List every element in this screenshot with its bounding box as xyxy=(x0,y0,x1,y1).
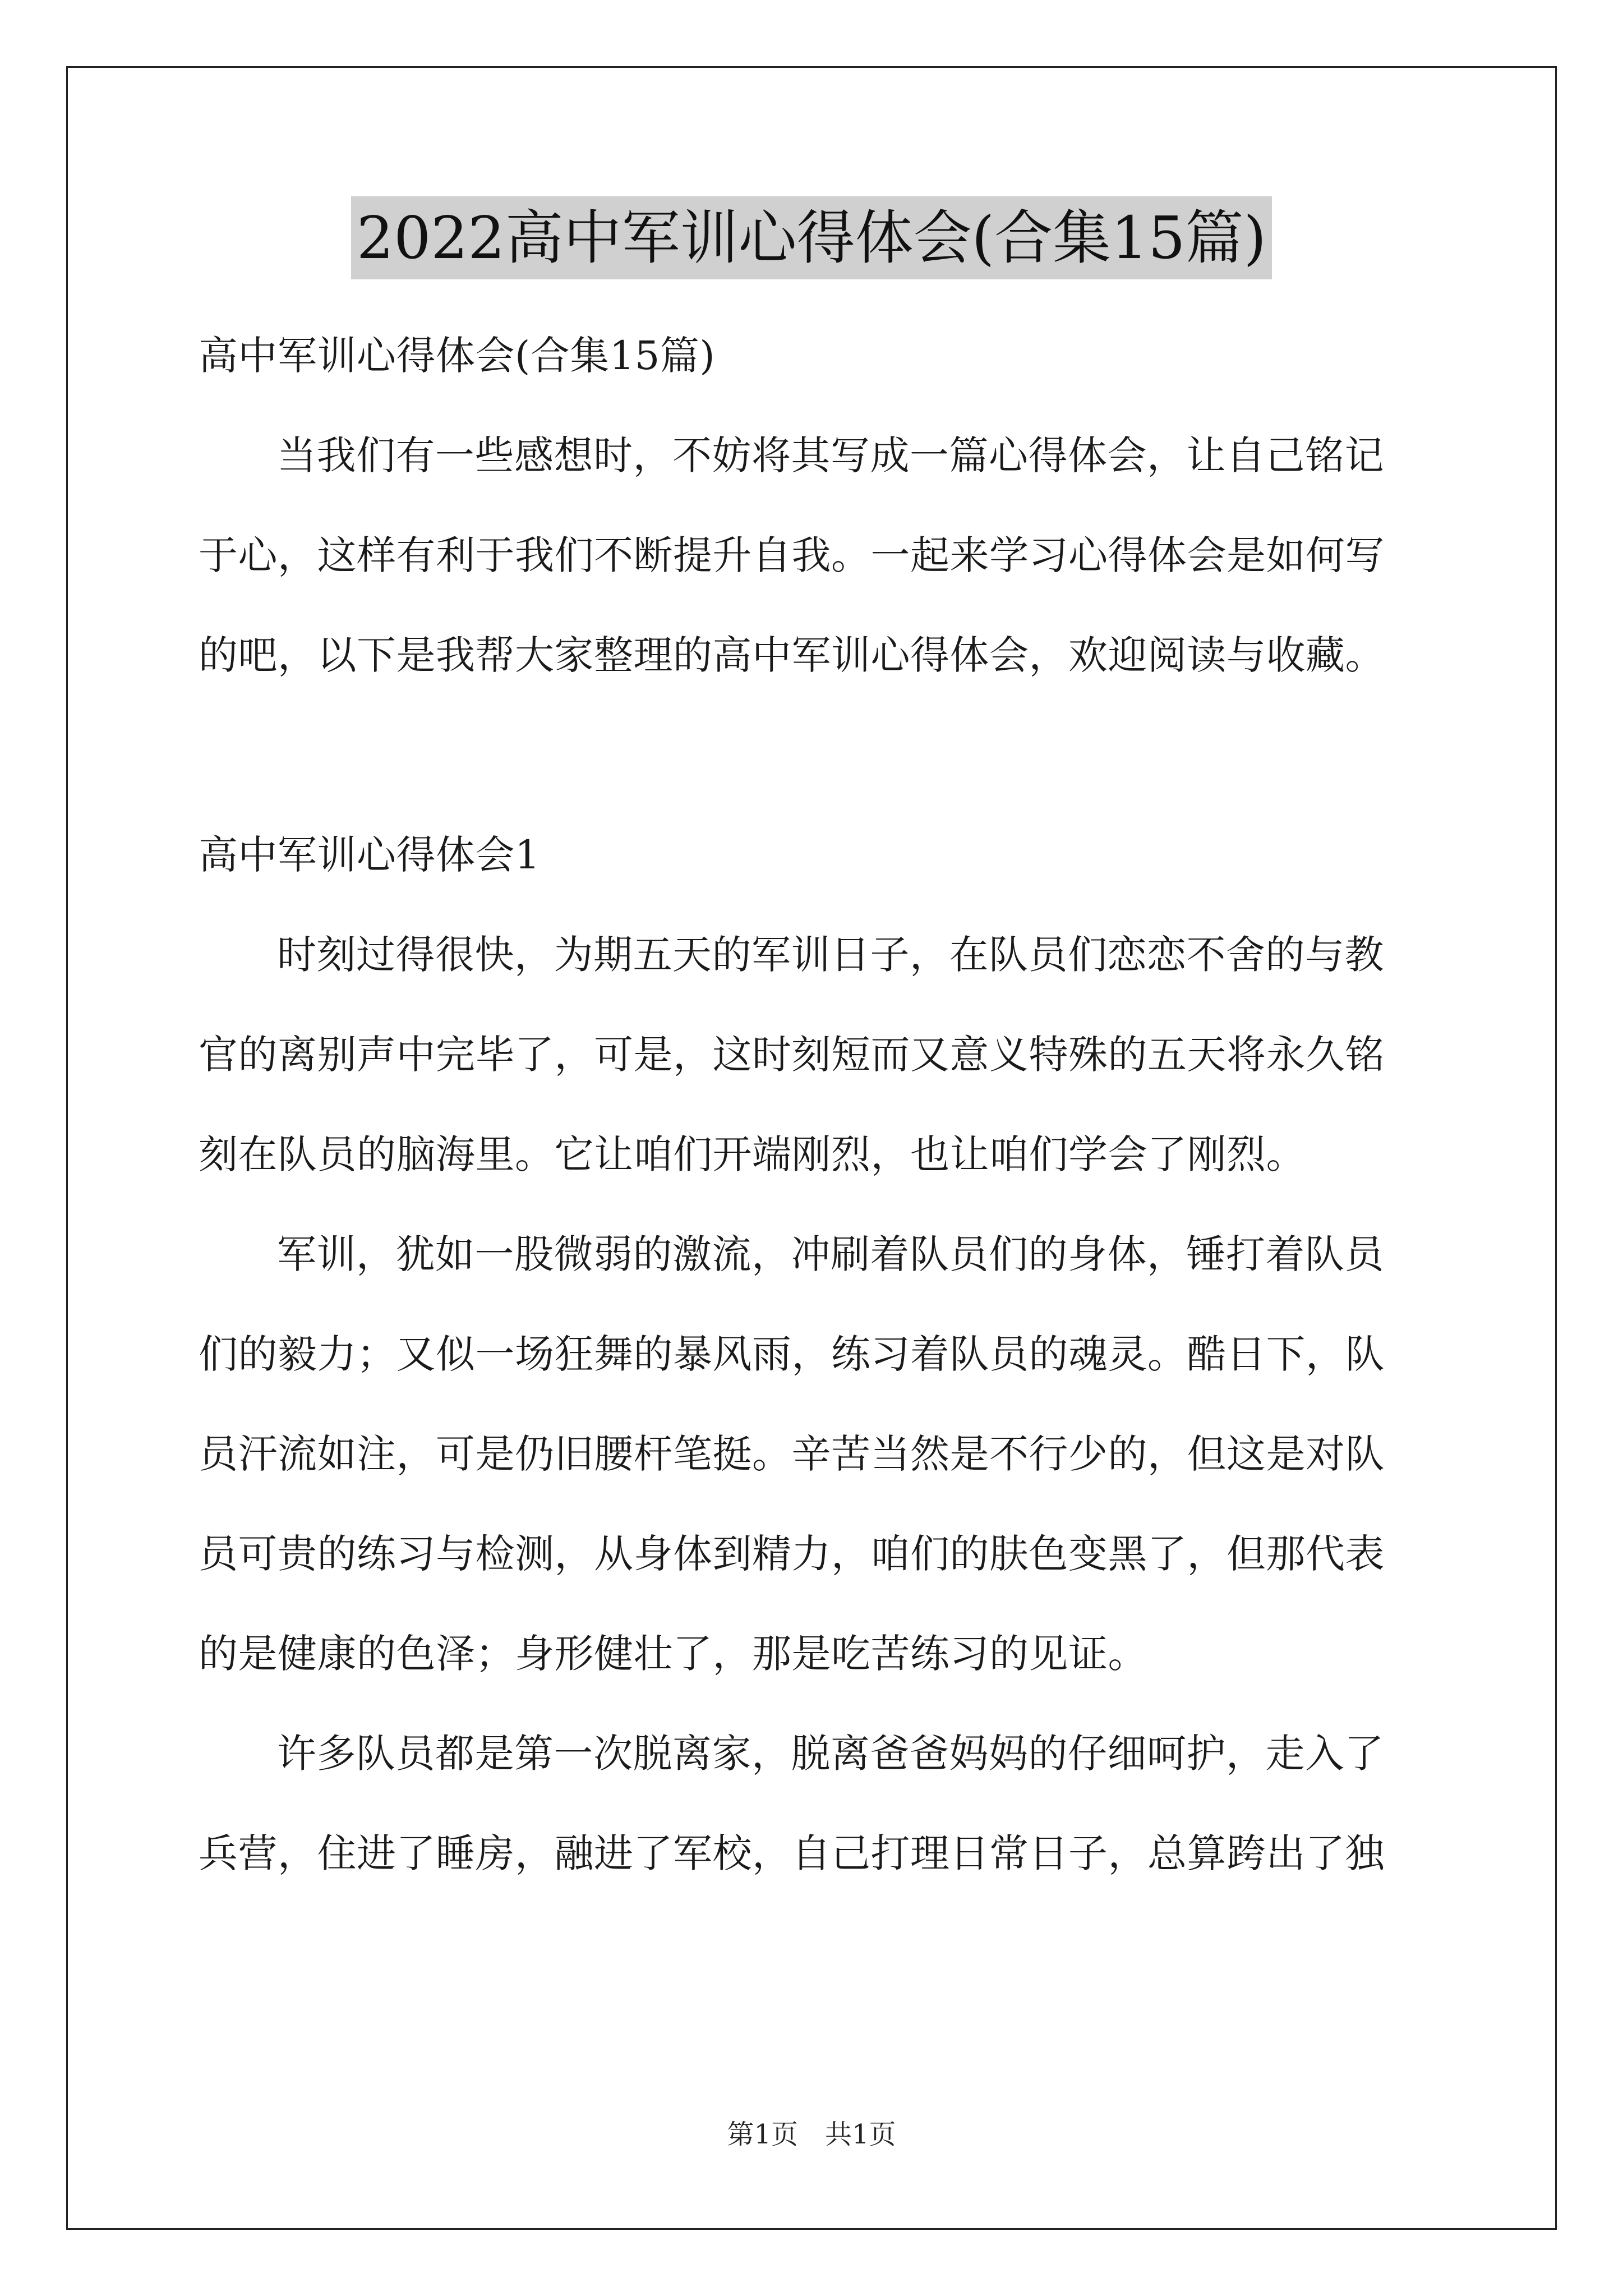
document-body xyxy=(199,306,1427,1903)
paragraph-line: 官的离别声中完毕了，可是，这时刻短而又意义特殊的五天将永久铭 xyxy=(199,1032,1385,1078)
paragraph-line: 员可贵的练习与检测，从身体到精力，咱们的肤色变黑了，但那代表 xyxy=(199,1531,1385,1577)
document-title: 2022高中军训心得体会(合集15篇) xyxy=(351,196,1272,279)
paragraph-line: 许多队员都是第一次脱离家，脱离爸爸妈妈的仔细呵护，走入了 xyxy=(277,1731,1384,1777)
title-block xyxy=(0,196,1623,279)
paragraph-line: 军训，犹如一股微弱的激流，冲刷着队员们的身体，锤打着队员 xyxy=(277,1231,1384,1277)
paragraph-line: 兵营，住进了睡房，融进了军校，自己打理日常日子，总算跨出了独 xyxy=(199,1830,1385,1876)
paragraph-line: 当我们有一些感想时，不妨将其写成一篇心得体会，让自己铭记 xyxy=(277,432,1384,478)
paragraph-line: 刻在队员的脑海里。它让咱们开端刚烈，也让咱们学会了刚烈。 xyxy=(199,1131,1306,1177)
paragraph-line: 时刻过得很快，为期五天的军训日子，在队员们恋恋不舍的与教 xyxy=(277,932,1384,978)
page-number-footer: 第1页 共1页 xyxy=(727,2119,896,2150)
paragraph-line: 员汗流如注，可是仍旧腰杆笔挺。辛苦当然是不行少的，但这是对队 xyxy=(199,1431,1385,1477)
paragraph-line: 们的毅力；又似一场狂舞的暴风雨，练习着队员的魂灵。酷日下，队 xyxy=(199,1331,1385,1377)
subtitle-line: 高中军训心得体会(合集15篇) xyxy=(199,333,716,379)
section-heading: 高中军训心得体会1 xyxy=(199,832,541,878)
paragraph-line: 的吧，以下是我帮大家整理的高中军训心得体会，欢迎阅读与收藏。 xyxy=(199,632,1385,678)
blank-line xyxy=(199,705,1427,805)
paragraph-line: 于心，这样有利于我们不断提升自我。一起来学习心得体会是如何写 xyxy=(199,532,1385,578)
paragraph-line: 的是健康的色泽；身形健壮了，那是吃苦练习的见证。 xyxy=(199,1631,1147,1677)
